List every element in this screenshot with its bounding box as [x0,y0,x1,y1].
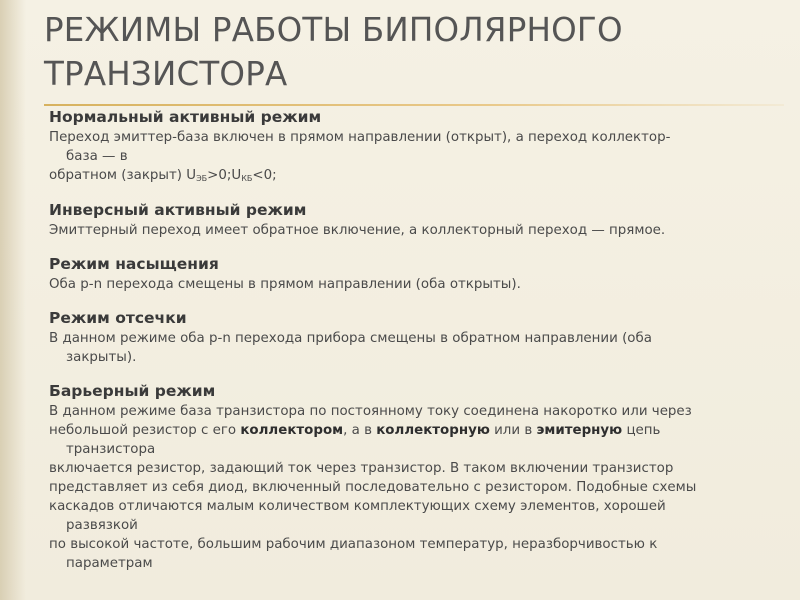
heading-saturation-mode: Режим насыщения [49,255,219,273]
heading-inverse-mode: Инверсный активный режим [49,201,307,219]
heading-barrier-mode: Барьерный режим [49,382,216,400]
subscript-kb: КБ [241,174,253,183]
barrier-mode-line-7-text: развязкой [66,518,138,533]
saturation-mode-line-1: Оба p-n перехода смещены в прямом направлении (оба открыты). [49,277,521,292]
barrier-mode-line-8: по высокой частоте, большим рабочим диапазоном температур, неразборчивостью к [49,537,658,552]
barrier-mode-line-6: каскадов отличаются малым количеством комплектующих схему элементов, хорошей [49,499,666,514]
normal-mode-text-e: <0; [252,168,277,183]
normal-mode-line-2-text: база — в [66,149,128,164]
bold-collector: коллектором [240,423,344,438]
bold-collector-circuit: коллекторную [376,423,490,438]
cutoff-mode-line-2-text: закрыты). [66,350,137,365]
barrier-mode-line-3 [49,440,784,459]
bold-emitter-circuit: эмитерную [536,423,623,438]
slide-body [49,107,784,573]
heading-normal-mode: Нормальный активный режим [49,108,322,126]
slide-title-line-2: ТРАНЗИСТОРА [44,55,288,93]
title-underline [44,104,784,106]
barrier-mode-line-2 [49,421,784,440]
barrier-mode-line-4: включается резистор, задающий ток через транзистор. В таком включении транзистор [49,461,674,476]
barrier-mode-line-9-text: параметрам [66,556,153,571]
barrier-mode-line-7 [49,516,784,535]
barrier-text-g: цепь [622,423,661,438]
barrier-mode-line-5: представляет из себя диод, включенный последовательно с резистором. Подобные схемы [49,480,697,495]
normal-mode-text-c: >0;U [207,168,242,183]
normal-mode-line-1: Переход эмиттер-база включен в прямом направлении (открыт), а переход коллектор- [49,130,671,145]
subscript-eb: ЭБ [196,174,208,183]
inverse-mode-line-1: Эмиттерный переход имеет обратное включение, а коллекторный переход — прямое. [49,223,666,238]
barrier-text-e: или в [489,423,537,438]
heading-cutoff-mode: Режим отсечки [49,309,187,327]
normal-mode-text-a: обратном (закрыт) U [49,168,197,183]
barrier-mode-line-1: В данном режиме база транзистора по постоянному току соединена накоротко или через [49,404,692,419]
slide-title [44,8,784,96]
slide-left-shadow [0,0,26,600]
barrier-mode-line-3-text: транзистора [66,442,156,457]
normal-mode-line-3 [49,166,784,186]
normal-mode-line-2 [49,147,784,166]
cutoff-mode-line-2 [49,348,784,367]
barrier-mode-line-9 [49,554,784,573]
barrier-text-c: , а в [343,423,377,438]
cutoff-mode-line-1: В данном режиме оба p-n перехода прибора смещены в обратном направлении (оба [49,331,652,346]
slide-title-line-1: РЕЖИМЫ РАБОТЫ БИПОЛЯРНОГО [44,11,623,49]
barrier-text-a: небольшой резистор с его [49,423,241,438]
